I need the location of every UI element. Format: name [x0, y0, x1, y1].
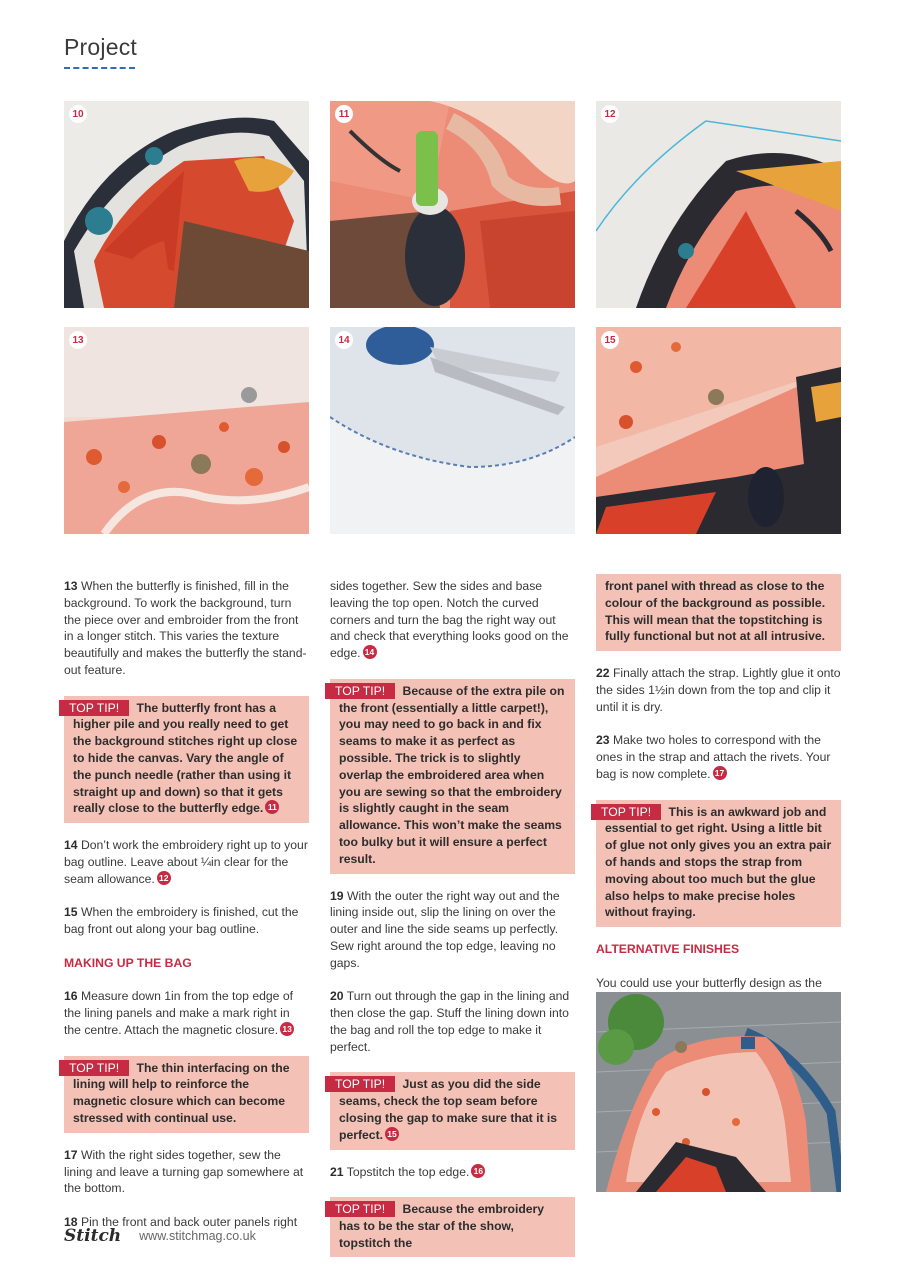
top-tip-box: TOP TIP! The butterfly front has a higher pile and you really need to get the background stitches right up close to hide the canvas. Vary the angle of the punch needle (rather than using it straight up and down) so that it gets really close to the butterfly edge. 11 — [64, 696, 309, 824]
photo-step-13 — [64, 327, 309, 534]
top-tip-label: TOP TIP! — [59, 700, 129, 716]
text-column-2 — [330, 578, 575, 1271]
photo-reference-badge: 14 — [363, 645, 377, 659]
section-heading: ALTERNATIVE FINISHES — [596, 942, 740, 957]
top-tip-box: TOP TIP! Because the embroidery has to be the star of the show, topstitch the — [330, 1197, 575, 1257]
photo-reference-badge: 16 — [471, 1164, 485, 1178]
photo-number-badge: 13 — [69, 331, 87, 349]
top-tip-box: TOP TIP! Because of the extra pile on the front (essentially a little carpet!), you may need to go back in and fix seams to make it as perfect as possible. The trick is to slightly overlap the embroidered area when you are sewing so that the embroidery is slightly caught in the seam allowance. This won’t make the seams too bulky but it will ensure a perfect result. — [330, 679, 575, 874]
top-tip-box-continued: front panel with thread as close to the colour of the background as possible. This will mean that the topstitching is fully functional but not at all intrusive. — [596, 574, 841, 651]
top-tip-box: TOP TIP! Just as you did the side seams, check the top seam before closing the gap to make sure that it is perfect. 15 — [330, 1072, 575, 1149]
step-22: 22 Finally attach the strap. Lightly glue it onto the sides 1½in down from the top and clip it until it is dry. — [596, 666, 841, 714]
photo-reference-badge: 17 — [713, 766, 727, 780]
photo-number-badge: 10 — [69, 105, 87, 123]
photo-number-badge: 14 — [335, 331, 353, 349]
website-url[interactable]: www.stitchmag.co.uk — [139, 1229, 256, 1243]
title-dashed-rule — [64, 67, 135, 69]
photo-step-15 — [596, 327, 841, 534]
step-21: 21 Topstitch the top edge. 16 — [330, 1164, 575, 1181]
top-tip-box: TOP TIP! The thin interfacing on the lining will help to reinforce the magnetic closure which can become stressed with continual use. — [64, 1056, 309, 1133]
step-15: 15 When the embroidery is finished, cut the bag front out along your bag outline. — [64, 905, 299, 937]
step-16: 16 Measure down 1in from the top edge of the lining panels and make a mark right in the centre. Attach the magnetic closure. 13 — [64, 989, 294, 1037]
top-tip-label: TOP TIP! — [325, 1076, 395, 1092]
step-19: 19 With the outer the right way out and the lining inside out, slip the lining on over the outer and line the side seams up perfectly. Sew right around the top edge, leaving no gaps. — [330, 888, 560, 970]
photo-reference-badge: 12 — [157, 871, 171, 885]
step-14: 14 Don’t work the embroidery right up to your bag outline. Leave about ¼in clear for the seam allowance. 12 — [64, 838, 308, 886]
text-column-1 — [64, 578, 309, 1247]
photo-number-badge: 11 — [335, 105, 353, 123]
magazine-logo: Stitch — [64, 1226, 122, 1246]
top-tip-label: TOP TIP! — [325, 1201, 395, 1217]
step-17: 17 With the right sides together, sew the lining and leave a turning gap somewhere at the bottom. — [64, 1147, 304, 1196]
photo-reference-badge: 15 — [385, 1127, 399, 1141]
photo-number-badge: 15 — [601, 331, 619, 349]
top-tip-label: TOP TIP! — [325, 683, 395, 699]
photo-number-badge: 12 — [601, 105, 619, 123]
photo-reference-badge: 11 — [265, 800, 279, 814]
section-heading: MAKING UP THE BAG — [64, 955, 192, 970]
page-title: Project — [64, 34, 137, 60]
step-20: 20 Turn out through the gap in the lining and then close the gap. Stuff the lining down into the bag and roll the top edge to make it perfect. — [330, 989, 570, 1054]
step-23: 23 Make two holes to correspond with the ones in the strap and attach the rivets. Your bag is now complete. 17 — [596, 733, 831, 781]
photo-step-12 — [596, 101, 841, 308]
photo-step-10 — [64, 101, 309, 308]
top-tip-label: TOP TIP! — [591, 804, 661, 820]
page-header — [64, 34, 137, 69]
alternative-finishes-text: You could use your butterfly design as the — [596, 975, 841, 1025]
step-13: 13 When the butterfly is finished, fill in the background. To work the background, turn the piece over and embroider from the front in a longer stitch. This varies the texture beautifully and makes the butterfly the stand-out feature. — [64, 579, 307, 677]
photo-step-11 — [330, 101, 575, 308]
text-column-3 — [596, 574, 841, 1042]
top-tip-label: TOP TIP! — [59, 1060, 129, 1076]
page-footer — [64, 1226, 256, 1246]
step-18-continued: sides together. Sew the sides and base leaving the top open. Notch the curved corners and turn the bag the right way out and check that everything looks good on the edge. 14 — [330, 579, 569, 661]
step-18: 18 Pin the front and back outer panels right — [64, 1214, 298, 1229]
top-tip-box: TOP TIP! This is an awkward job and essential to get right. Using a little bit of glue not only gives you an extra pair of hands and stops the strap from moving about too much but the glue also helps to make precise holes without fraying. — [596, 800, 841, 928]
photo-step-14 — [330, 327, 575, 534]
photo-reference-badge: 13 — [280, 1022, 294, 1036]
photo-finished-bag — [596, 992, 841, 1192]
